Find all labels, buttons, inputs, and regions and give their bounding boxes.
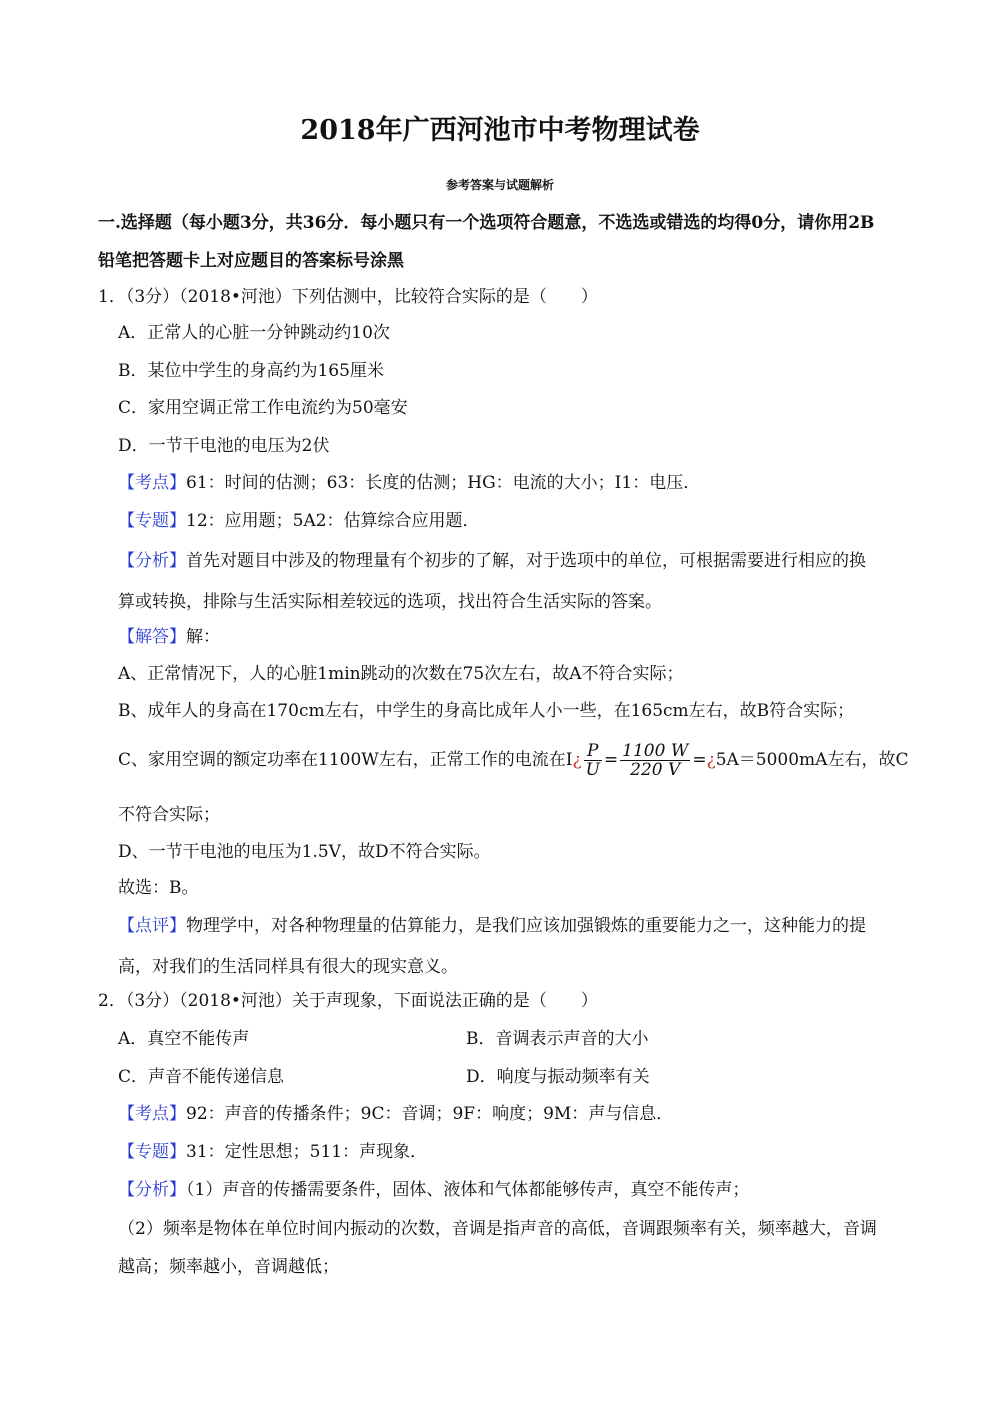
q1-fenxi-text: 首先对题目中涉及的物理量有个初步的了解，对于选项中的单位，可根据需要进行相应的换 bbox=[186, 551, 866, 571]
q2-zhuanti bbox=[118, 1141, 427, 1163]
q2-zhuanti-tag: 【专题】 bbox=[118, 1142, 186, 1162]
q2-fenxi-line3: 越高；频率越小，音调越低； bbox=[118, 1257, 339, 1277]
q1-solution-d: D、一节干电池的电压为1.5V，故D不符合实际。 bbox=[118, 842, 491, 862]
q1-jieda bbox=[118, 626, 220, 648]
q1-kaodian-tag: 【考点】 bbox=[118, 473, 186, 493]
q2-fenxi-tag: 【分析】 bbox=[118, 1180, 186, 1200]
q1-fraction-pu-num: P bbox=[584, 742, 602, 761]
section-heading-line2: 铅笔把答题卡上对应题目的答案标号涂黑 bbox=[98, 251, 404, 271]
q1-solution-c-post: 5A＝5000mA左右，故C bbox=[715, 750, 909, 770]
section-heading-line1: 一.选择题（每小题3分，共36分．每小题只有一个选项符合题意，不选选或错选的均得0分，请你用2B bbox=[98, 213, 875, 233]
q2-zhuanti-text: 31：定性思想；511：声现象． bbox=[186, 1142, 428, 1162]
q1-option-a: A．正常人的心脏一分钟跳动约10次 bbox=[118, 323, 390, 343]
q1-solution-c-pre: C、家用空调的额定功率在1100W左右，正常工作的电流在I bbox=[118, 750, 573, 770]
q2-option-d: D．响度与振动频率有关 bbox=[466, 1067, 650, 1087]
q1-kaodian-text: 61：时间的估测；63：长度的估测；HG：电流的大小；I1：电压． bbox=[186, 473, 701, 493]
q1-dianping-text: 物理学中，对各种物理量的估算能力，是我们应该加强锻炼的重要能力之一，这种能力的提 bbox=[186, 916, 866, 936]
q1-fenxi bbox=[118, 550, 866, 572]
q1-solution-b: B、成年人的身高在170cm左右，中学生的身高比成年人小一些，在165cm左右，故B符合实际； bbox=[118, 701, 855, 721]
q1-dianping bbox=[118, 915, 866, 937]
q1-option-b: B．某位中学生的身高约为165厘米 bbox=[118, 361, 384, 381]
q1-fenxi-line2: 算或转换，排除与生活实际相差较远的选项，找出符合生活实际的答案。 bbox=[118, 592, 662, 612]
q1-option-d: D．一节干电池的电压为2伏 bbox=[118, 436, 330, 456]
q1-zhuanti bbox=[118, 510, 480, 532]
q1-jieda-text: 解： bbox=[186, 627, 220, 647]
q1-dianping-tag: 【点评】 bbox=[118, 916, 186, 936]
q2-kaodian bbox=[118, 1103, 673, 1125]
q2-fenxi bbox=[118, 1179, 749, 1201]
q1-solution-c-eq2: = bbox=[692, 750, 707, 770]
q1-dianping-line2: 高，对我们的生活同样具有很大的现实意义。 bbox=[118, 957, 458, 977]
q1-zhuanti-tag: 【专题】 bbox=[118, 511, 186, 531]
q1-solution-c bbox=[118, 740, 908, 780]
q1-zhuanti-text: 12：应用题；5A2：估算综合应用题． bbox=[186, 511, 480, 531]
q1-solution-c-eq: = bbox=[603, 750, 619, 770]
page-subtitle: 参考答案与试题解析 bbox=[445, 178, 554, 192]
q1-fraction-pu bbox=[584, 742, 602, 779]
q1-fraction-values-num: 1100 W bbox=[622, 741, 689, 761]
q2-kaodian-tag: 【考点】 bbox=[118, 1104, 186, 1124]
q2-kaodian-text: 92：声音的传播条件；9C：音调；9F：响度；9M：声与信息． bbox=[186, 1104, 674, 1124]
q2-fenxi-text: （1）声音的传播需要条件，固体、液体和气体都能够传声，真空不能传声； bbox=[186, 1180, 750, 1200]
q2-option-a: A．真空不能传声 bbox=[118, 1029, 250, 1049]
page-title: 2018年广西河池市中考物理试卷 bbox=[300, 115, 700, 146]
q2-option-b: B．音调表示声音的大小 bbox=[466, 1029, 649, 1049]
q1-solution-c-glyph1: ¿ bbox=[572, 750, 582, 770]
q2-option-c: C．声音不能传递信息 bbox=[118, 1067, 285, 1087]
q1-solution-a: A、正常情况下，人的心脏1min跳动的次数在75次左右，故A不符合实际； bbox=[118, 664, 684, 684]
q1-fraction-values bbox=[620, 742, 690, 779]
q1-kaodian bbox=[118, 472, 700, 494]
q2-fenxi-line2: （2）频率是物体在单位时间内振动的次数，音调是指声音的高低，音调跟频率有关，频率越大，音调 bbox=[118, 1219, 877, 1239]
q1-option-c: C．家用空调正常工作电流约为50毫安 bbox=[118, 398, 408, 418]
q1-fenxi-tag: 【分析】 bbox=[118, 551, 186, 571]
q1-fraction-pu-den: U bbox=[585, 760, 600, 780]
q2-stem: 2．（3分）（2018•河池）关于声现象，下面说法正确的是（ ） bbox=[98, 991, 598, 1011]
q1-solution-c-line2: 不符合实际； bbox=[118, 805, 220, 825]
q1-answer: 故选：B。 bbox=[118, 878, 199, 898]
q1-solution-c-glyph2: ¿ bbox=[706, 750, 716, 770]
q1-jieda-tag: 【解答】 bbox=[118, 627, 186, 647]
q1-fraction-values-den: 220 V bbox=[630, 760, 681, 780]
q1-stem: 1．（3分）（2018•河池）下列估测中，比较符合实际的是（ ） bbox=[98, 287, 598, 307]
